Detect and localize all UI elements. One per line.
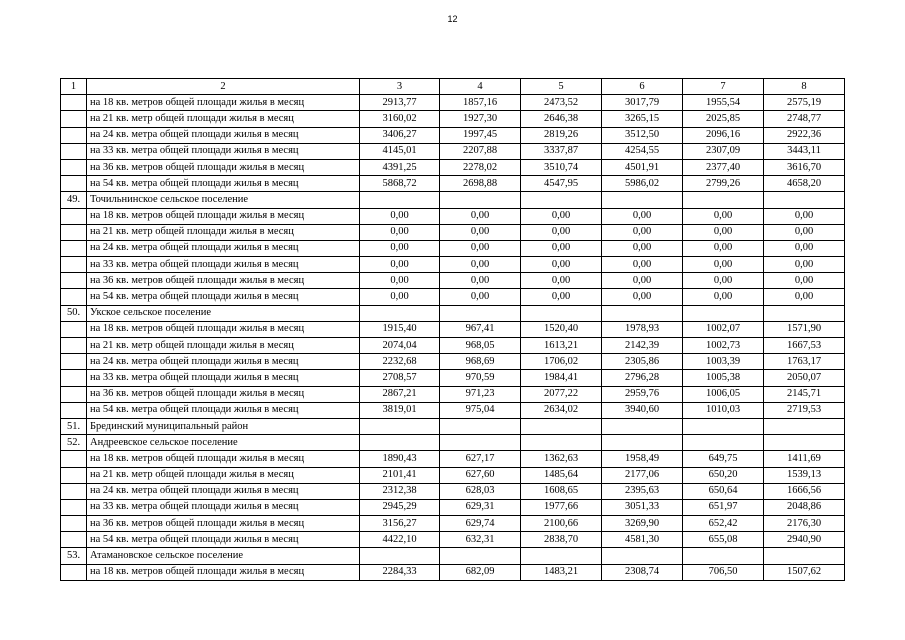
value-cell: 1890,43 <box>360 451 440 467</box>
row-label: Атамановское сельское поселение <box>87 548 360 564</box>
table-row <box>61 321 845 337</box>
table-row <box>61 176 845 192</box>
value-cell <box>602 435 683 451</box>
value-cell: 968,69 <box>440 354 521 370</box>
value-cell: 1667,53 <box>764 338 845 354</box>
value-cell: 1411,69 <box>764 451 845 467</box>
row-number <box>61 499 87 515</box>
value-cell: 967,41 <box>440 321 521 337</box>
value-cell <box>521 418 602 434</box>
value-cell: 0,00 <box>683 240 764 256</box>
value-cell: 2922,36 <box>764 127 845 143</box>
row-number <box>61 467 87 483</box>
row-label: на 21 кв. метр общей площади жилья в месяц <box>87 111 360 127</box>
value-cell <box>683 418 764 434</box>
header-cell: 1 <box>61 79 87 95</box>
value-cell: 2025,85 <box>683 111 764 127</box>
row-label: на 18 кв. метров общей площади жилья в месяц <box>87 208 360 224</box>
row-label: на 24 кв. метра общей площади жилья в месяц <box>87 127 360 143</box>
value-cell: 4581,30 <box>602 532 683 548</box>
row-label: Точильнинское сельское поселение <box>87 192 360 208</box>
row-number <box>61 143 87 159</box>
value-cell: 2312,38 <box>360 483 440 499</box>
value-cell <box>764 435 845 451</box>
value-cell: 0,00 <box>440 208 521 224</box>
value-cell: 2473,52 <box>521 95 602 111</box>
value-cell: 1006,05 <box>683 386 764 402</box>
value-cell: 968,05 <box>440 338 521 354</box>
table-row <box>61 273 845 289</box>
value-cell: 0,00 <box>683 208 764 224</box>
table-row <box>61 159 845 175</box>
value-cell: 2284,33 <box>360 564 440 580</box>
row-label: на 36 кв. метров общей площади жилья в месяц <box>87 516 360 532</box>
value-cell: 1706,02 <box>521 354 602 370</box>
value-cell <box>602 192 683 208</box>
value-cell: 0,00 <box>521 208 602 224</box>
value-cell: 649,75 <box>683 451 764 467</box>
value-cell <box>602 418 683 434</box>
value-cell: 2838,70 <box>521 532 602 548</box>
table-row <box>61 289 845 305</box>
value-cell: 3819,01 <box>360 402 440 418</box>
value-cell: 1003,39 <box>683 354 764 370</box>
table-row <box>61 451 845 467</box>
value-cell: 2698,88 <box>440 176 521 192</box>
value-cell: 1958,49 <box>602 451 683 467</box>
value-cell: 2278,02 <box>440 159 521 175</box>
value-cell: 1915,40 <box>360 321 440 337</box>
value-cell: 0,00 <box>440 257 521 273</box>
row-label: на 33 кв. метра общей площади жилья в месяц <box>87 257 360 273</box>
value-cell <box>683 305 764 321</box>
table-row <box>61 257 845 273</box>
value-cell: 0,00 <box>440 224 521 240</box>
page-number: 12 <box>447 14 458 24</box>
value-cell: 4422,10 <box>360 532 440 548</box>
value-cell: 2945,29 <box>360 499 440 515</box>
table-row <box>61 192 845 208</box>
row-number <box>61 564 87 580</box>
value-cell: 4254,55 <box>602 143 683 159</box>
value-cell: 2634,02 <box>521 402 602 418</box>
table-row <box>61 435 845 451</box>
value-cell: 2748,77 <box>764 111 845 127</box>
value-cell: 0,00 <box>602 257 683 273</box>
row-label: Укское сельское поселение <box>87 305 360 321</box>
value-cell <box>360 192 440 208</box>
row-number <box>61 159 87 175</box>
value-cell: 2305,86 <box>602 354 683 370</box>
value-cell: 1666,56 <box>764 483 845 499</box>
value-cell: 0,00 <box>521 257 602 273</box>
row-label: на 18 кв. метров общей площади жилья в месяц <box>87 321 360 337</box>
value-cell: 2575,19 <box>764 95 845 111</box>
row-label: на 33 кв. метра общей площади жилья в месяц <box>87 370 360 386</box>
value-cell: 2048,86 <box>764 499 845 515</box>
value-cell: 1927,30 <box>440 111 521 127</box>
value-cell: 2101,41 <box>360 467 440 483</box>
table-row <box>61 402 845 418</box>
value-cell <box>521 305 602 321</box>
row-label: на 54 кв. метра общей площади жилья в месяц <box>87 532 360 548</box>
value-cell: 3265,15 <box>602 111 683 127</box>
value-cell <box>683 192 764 208</box>
value-cell: 0,00 <box>764 240 845 256</box>
value-cell: 2799,26 <box>683 176 764 192</box>
row-label: Андреевское сельское поселение <box>87 435 360 451</box>
row-label: на 24 кв. метра общей площади жилья в месяц <box>87 483 360 499</box>
value-cell: 629,74 <box>440 516 521 532</box>
row-label: на 33 кв. метра общей площади жилья в месяц <box>87 143 360 159</box>
value-cell <box>440 548 521 564</box>
row-label: на 21 кв. метр общей площади жилья в месяц <box>87 338 360 354</box>
value-cell <box>764 418 845 434</box>
value-cell: 0,00 <box>360 208 440 224</box>
table-row <box>61 499 845 515</box>
value-cell: 5986,02 <box>602 176 683 192</box>
value-cell: 0,00 <box>360 240 440 256</box>
value-cell: 3269,90 <box>602 516 683 532</box>
table-row <box>61 354 845 370</box>
value-cell <box>521 548 602 564</box>
row-number <box>61 127 87 143</box>
table-row <box>61 208 845 224</box>
value-cell: 1978,93 <box>602 321 683 337</box>
row-number <box>61 402 87 418</box>
row-number <box>61 370 87 386</box>
value-cell <box>440 418 521 434</box>
value-cell: 3156,27 <box>360 516 440 532</box>
value-cell: 2177,06 <box>602 467 683 483</box>
value-cell <box>764 305 845 321</box>
table-row <box>61 338 845 354</box>
row-label: на 54 кв. метра общей площади жилья в месяц <box>87 176 360 192</box>
value-cell: 2176,30 <box>764 516 845 532</box>
tariff-table <box>60 78 845 581</box>
value-cell: 706,50 <box>683 564 764 580</box>
value-cell: 0,00 <box>683 224 764 240</box>
value-cell: 0,00 <box>602 273 683 289</box>
value-cell: 1997,45 <box>440 127 521 143</box>
value-cell <box>360 548 440 564</box>
table-row <box>61 467 845 483</box>
value-cell: 682,09 <box>440 564 521 580</box>
row-number <box>61 516 87 532</box>
value-cell: 3160,02 <box>360 111 440 127</box>
value-cell: 2142,39 <box>602 338 683 354</box>
value-cell: 971,23 <box>440 386 521 402</box>
value-cell: 3406,27 <box>360 127 440 143</box>
value-cell: 0,00 <box>764 273 845 289</box>
value-cell: 4391,25 <box>360 159 440 175</box>
value-cell: 1507,62 <box>764 564 845 580</box>
value-cell <box>602 548 683 564</box>
value-cell: 628,03 <box>440 483 521 499</box>
value-cell: 2819,26 <box>521 127 602 143</box>
row-number <box>61 208 87 224</box>
value-cell: 1763,17 <box>764 354 845 370</box>
row-number: 52. <box>61 435 87 451</box>
table-row <box>61 240 845 256</box>
value-cell: 2708,57 <box>360 370 440 386</box>
table-row <box>61 127 845 143</box>
value-cell: 5868,72 <box>360 176 440 192</box>
header-cell: 6 <box>602 79 683 95</box>
value-cell: 627,17 <box>440 451 521 467</box>
value-cell: 2077,22 <box>521 386 602 402</box>
row-label: на 21 кв. метр общей площади жилья в месяц <box>87 467 360 483</box>
value-cell <box>440 435 521 451</box>
value-cell: 0,00 <box>764 289 845 305</box>
value-cell: 627,60 <box>440 467 521 483</box>
value-cell: 2395,63 <box>602 483 683 499</box>
header-cell: 3 <box>360 79 440 95</box>
value-cell: 2646,38 <box>521 111 602 127</box>
value-cell: 0,00 <box>360 273 440 289</box>
row-label: на 36 кв. метров общей площади жилья в месяц <box>87 159 360 175</box>
value-cell <box>764 192 845 208</box>
value-cell: 3051,33 <box>602 499 683 515</box>
value-cell: 1362,63 <box>521 451 602 467</box>
value-cell: 2050,07 <box>764 370 845 386</box>
value-cell: 0,00 <box>521 273 602 289</box>
value-cell: 1608,65 <box>521 483 602 499</box>
value-cell <box>602 305 683 321</box>
row-number <box>61 451 87 467</box>
value-cell: 2145,71 <box>764 386 845 402</box>
value-cell: 650,20 <box>683 467 764 483</box>
value-cell: 2308,74 <box>602 564 683 580</box>
row-label: на 18 кв. метров общей площади жилья в месяц <box>87 451 360 467</box>
value-cell: 0,00 <box>602 289 683 305</box>
value-cell: 0,00 <box>764 224 845 240</box>
row-number <box>61 483 87 499</box>
value-cell: 2940,90 <box>764 532 845 548</box>
value-cell: 0,00 <box>440 273 521 289</box>
value-cell: 1857,16 <box>440 95 521 111</box>
value-cell: 3510,74 <box>521 159 602 175</box>
value-cell: 1539,13 <box>764 467 845 483</box>
row-number <box>61 176 87 192</box>
value-cell: 3443,11 <box>764 143 845 159</box>
value-cell <box>440 305 521 321</box>
row-number <box>61 338 87 354</box>
row-number <box>61 532 87 548</box>
value-cell <box>683 548 764 564</box>
value-cell: 1955,54 <box>683 95 764 111</box>
header-cell: 8 <box>764 79 845 95</box>
table-header-row <box>61 79 845 95</box>
row-label: Брединский муниципальный район <box>87 418 360 434</box>
row-label: на 24 кв. метра общей площади жилья в месяц <box>87 354 360 370</box>
value-cell: 0,00 <box>360 257 440 273</box>
value-cell: 3940,60 <box>602 402 683 418</box>
header-cell: 7 <box>683 79 764 95</box>
row-number <box>61 386 87 402</box>
row-label: на 18 кв. метров общей площади жилья в месяц <box>87 564 360 580</box>
value-cell: 0,00 <box>764 257 845 273</box>
value-cell: 1483,21 <box>521 564 602 580</box>
value-cell: 0,00 <box>683 273 764 289</box>
value-cell: 0,00 <box>521 240 602 256</box>
row-number <box>61 354 87 370</box>
row-number: 51. <box>61 418 87 434</box>
row-label: на 54 кв. метра общей площади жилья в месяц <box>87 289 360 305</box>
value-cell <box>764 548 845 564</box>
value-cell: 1520,40 <box>521 321 602 337</box>
value-cell: 1571,90 <box>764 321 845 337</box>
value-cell: 2100,66 <box>521 516 602 532</box>
table-row <box>61 483 845 499</box>
value-cell: 0,00 <box>440 289 521 305</box>
row-number <box>61 273 87 289</box>
value-cell <box>683 435 764 451</box>
value-cell: 632,31 <box>440 532 521 548</box>
row-label: на 54 кв. метра общей площади жилья в месяц <box>87 402 360 418</box>
value-cell: 1984,41 <box>521 370 602 386</box>
value-cell: 0,00 <box>360 224 440 240</box>
value-cell: 970,59 <box>440 370 521 386</box>
row-number <box>61 111 87 127</box>
value-cell: 2867,21 <box>360 386 440 402</box>
table-row <box>61 418 845 434</box>
row-label: на 21 кв. метр общей площади жилья в месяц <box>87 224 360 240</box>
value-cell: 3512,50 <box>602 127 683 143</box>
row-label: на 33 кв. метра общей площади жилья в месяц <box>87 499 360 515</box>
row-label: на 18 кв. метров общей площади жилья в месяц <box>87 95 360 111</box>
value-cell: 4658,20 <box>764 176 845 192</box>
table-row <box>61 95 845 111</box>
row-label: на 24 кв. метра общей площади жилья в месяц <box>87 240 360 256</box>
value-cell <box>360 418 440 434</box>
table-row <box>61 564 845 580</box>
value-cell: 629,31 <box>440 499 521 515</box>
table-row <box>61 548 845 564</box>
value-cell: 1002,73 <box>683 338 764 354</box>
value-cell: 2307,09 <box>683 143 764 159</box>
value-cell: 2796,28 <box>602 370 683 386</box>
value-cell: 3017,79 <box>602 95 683 111</box>
table-row <box>61 386 845 402</box>
value-cell: 2719,53 <box>764 402 845 418</box>
value-cell: 0,00 <box>683 257 764 273</box>
row-number: 53. <box>61 548 87 564</box>
value-cell: 2232,68 <box>360 354 440 370</box>
header-cell: 5 <box>521 79 602 95</box>
table-row <box>61 532 845 548</box>
table-row <box>61 370 845 386</box>
table-row <box>61 224 845 240</box>
value-cell: 1010,03 <box>683 402 764 418</box>
table-row <box>61 305 845 321</box>
value-cell <box>521 435 602 451</box>
value-cell: 3616,70 <box>764 159 845 175</box>
row-number <box>61 289 87 305</box>
header-cell: 4 <box>440 79 521 95</box>
value-cell: 655,08 <box>683 532 764 548</box>
value-cell: 2096,16 <box>683 127 764 143</box>
value-cell: 3337,87 <box>521 143 602 159</box>
row-number: 49. <box>61 192 87 208</box>
value-cell: 0,00 <box>521 289 602 305</box>
table-body <box>61 79 845 581</box>
value-cell: 650,64 <box>683 483 764 499</box>
value-cell: 975,04 <box>440 402 521 418</box>
row-number <box>61 240 87 256</box>
value-cell: 2074,04 <box>360 338 440 354</box>
value-cell: 0,00 <box>602 224 683 240</box>
value-cell: 4145,01 <box>360 143 440 159</box>
value-cell: 0,00 <box>602 240 683 256</box>
value-cell: 0,00 <box>440 240 521 256</box>
value-cell <box>360 435 440 451</box>
table-row <box>61 516 845 532</box>
value-cell: 1613,21 <box>521 338 602 354</box>
table-row <box>61 111 845 127</box>
row-number <box>61 95 87 111</box>
value-cell: 651,97 <box>683 499 764 515</box>
value-cell: 0,00 <box>764 208 845 224</box>
value-cell <box>521 192 602 208</box>
value-cell: 0,00 <box>602 208 683 224</box>
row-number: 50. <box>61 305 87 321</box>
value-cell: 1002,07 <box>683 321 764 337</box>
value-cell: 1977,66 <box>521 499 602 515</box>
value-cell: 1005,38 <box>683 370 764 386</box>
value-cell: 2913,77 <box>360 95 440 111</box>
row-number <box>61 224 87 240</box>
value-cell <box>440 192 521 208</box>
value-cell <box>360 305 440 321</box>
value-cell: 0,00 <box>360 289 440 305</box>
value-cell: 0,00 <box>521 224 602 240</box>
row-label: на 36 кв. метров общей площади жилья в месяц <box>87 273 360 289</box>
value-cell: 652,42 <box>683 516 764 532</box>
value-cell: 2377,40 <box>683 159 764 175</box>
row-number <box>61 257 87 273</box>
value-cell: 1485,64 <box>521 467 602 483</box>
header-cell: 2 <box>87 79 360 95</box>
value-cell: 4501,91 <box>602 159 683 175</box>
value-cell: 4547,95 <box>521 176 602 192</box>
value-cell: 2207,88 <box>440 143 521 159</box>
row-number <box>61 321 87 337</box>
value-cell: 0,00 <box>683 289 764 305</box>
value-cell: 2959,76 <box>602 386 683 402</box>
row-label: на 36 кв. метров общей площади жилья в месяц <box>87 386 360 402</box>
table-row <box>61 143 845 159</box>
